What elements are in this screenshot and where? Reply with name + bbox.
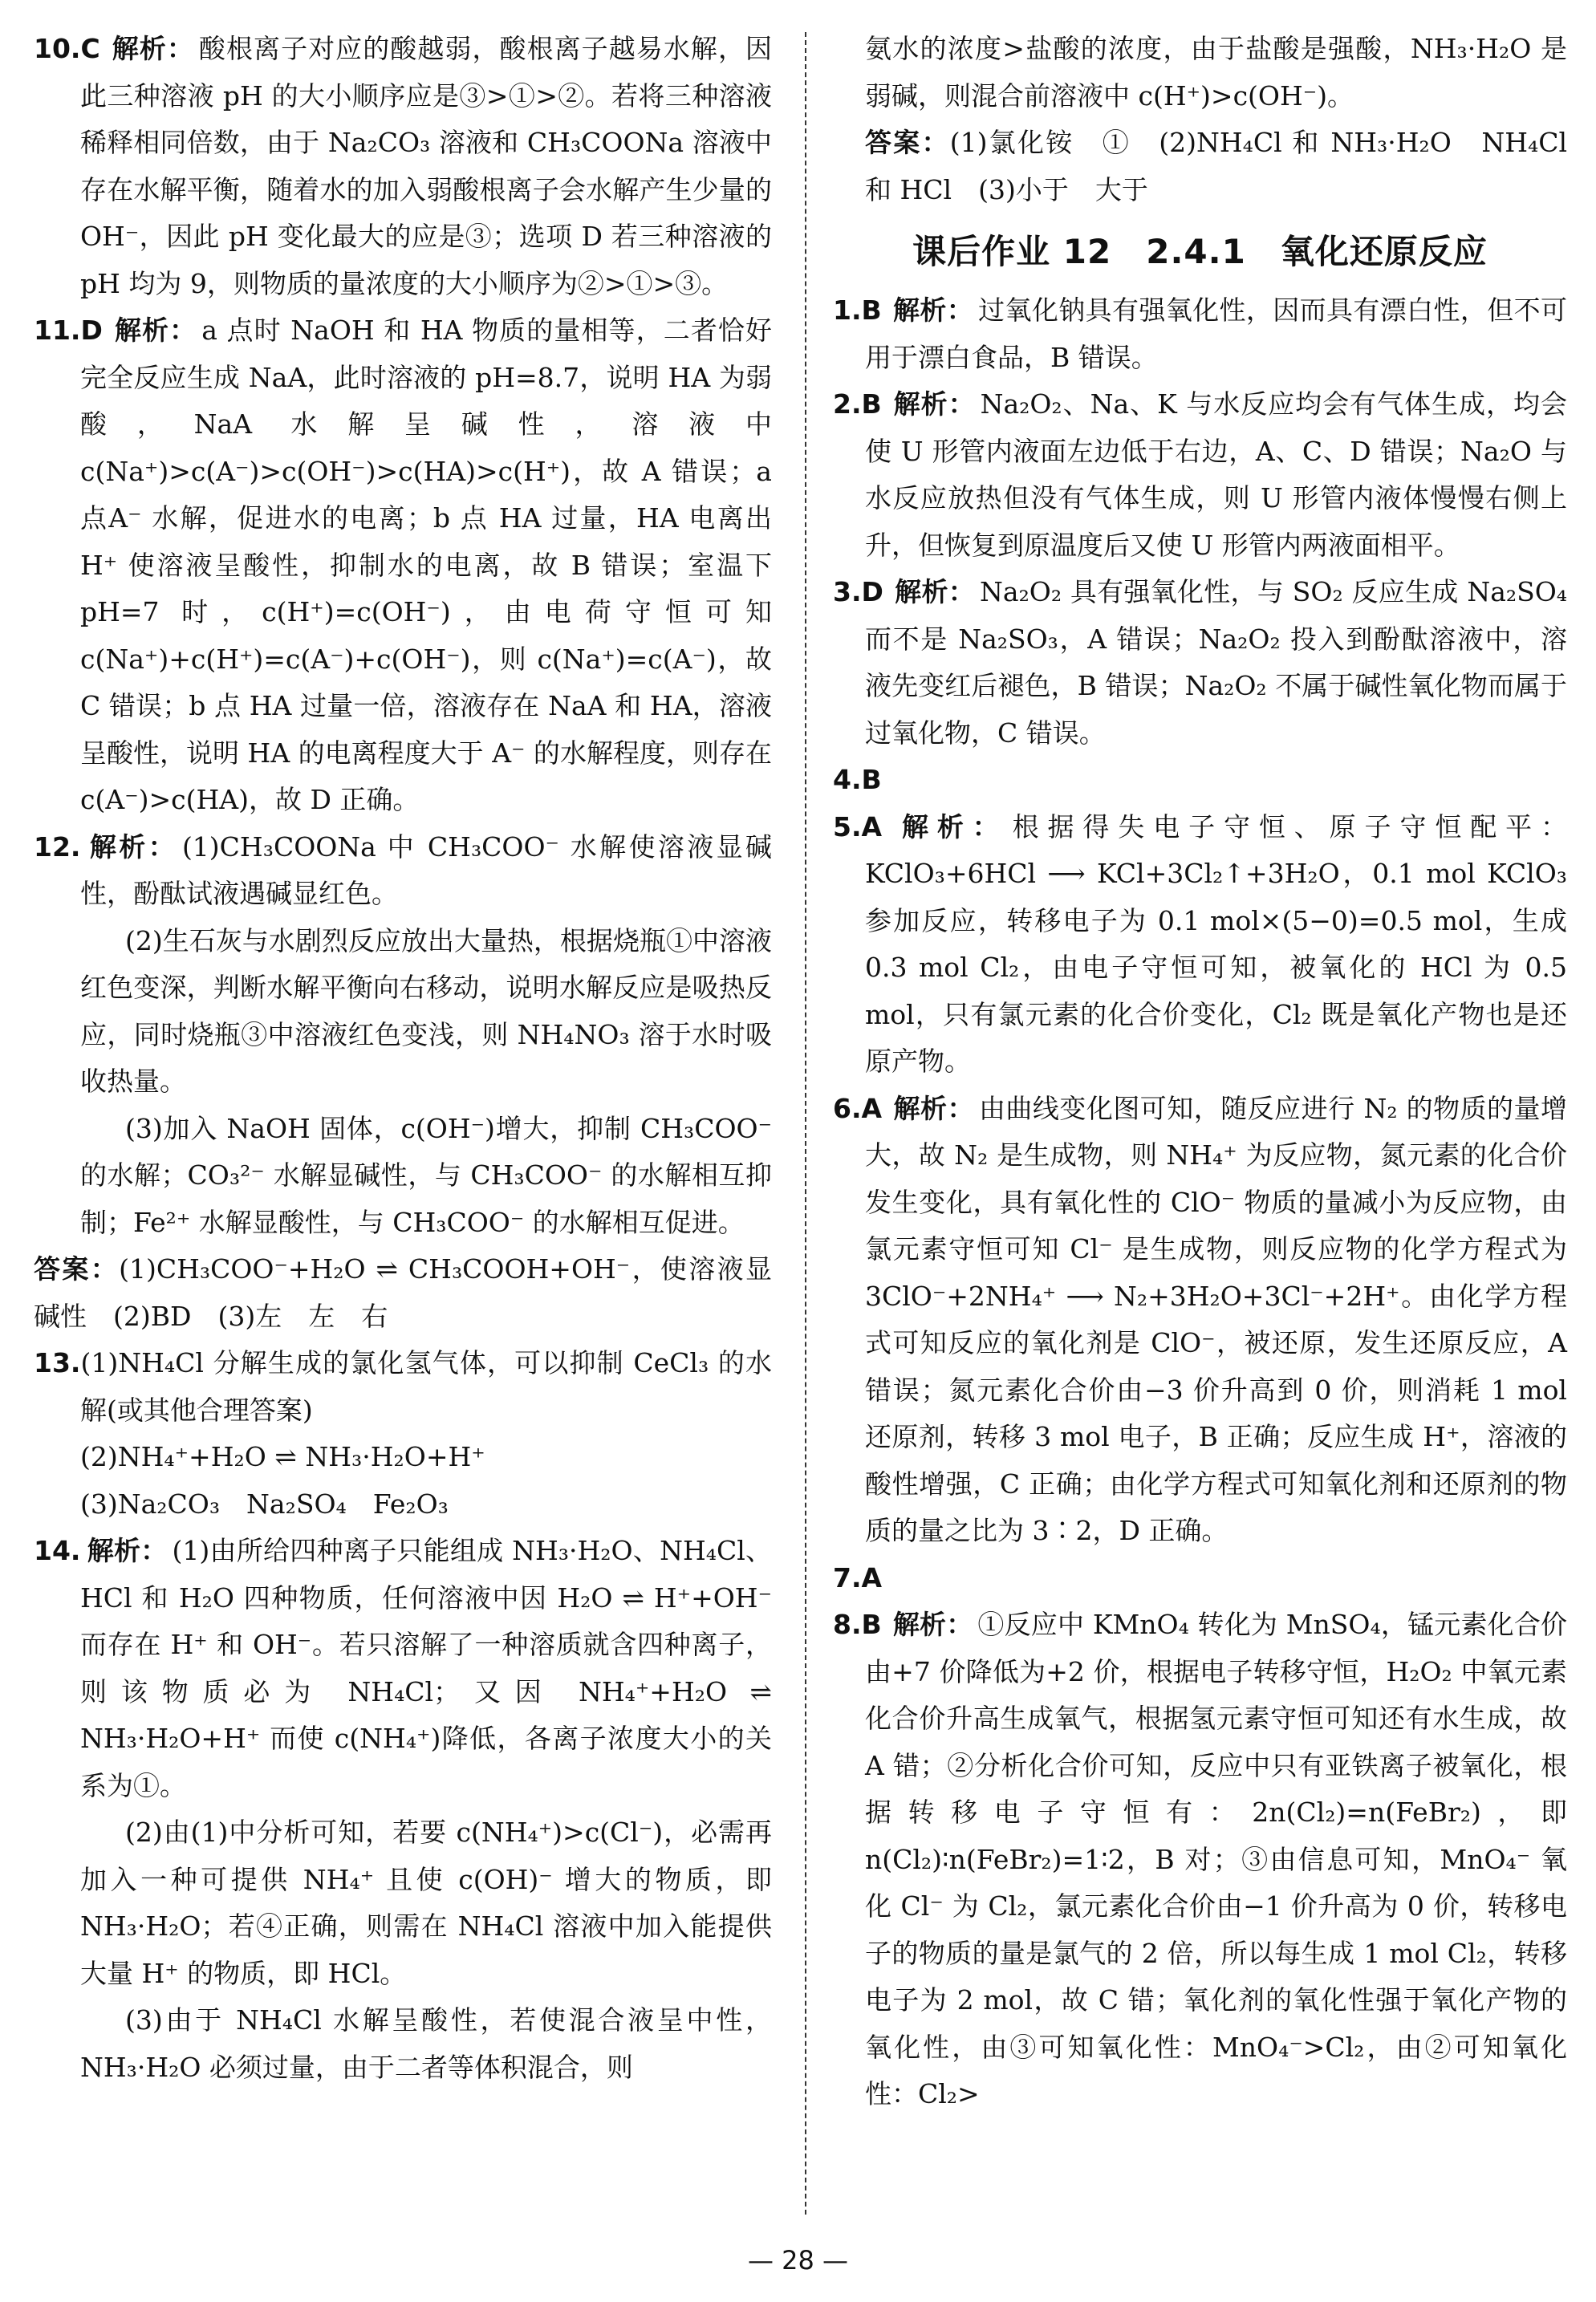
analysis-label: 解析： (894, 576, 976, 607)
answer-text: (1)氯化铵 ① (2)NH₄Cl 和 NH₃·H₂O NH₄Cl 和 HCl (3)小于 大于 (865, 127, 1567, 205)
analysis-label: 解析： (893, 1092, 974, 1124)
analysis-paragraph-3: (3)加入 NaOH 固体，c(OH⁻)增大，抑制 CH₃COO⁻ 的水解；CO₃²⁻ 水解显碱性，与 CH₃COO⁻ 的水解相互抑制；Fe²⁺ 水解显酸性，与 CH₃COO⁻ 的水解相互促进。 (80, 1112, 772, 1238)
left-column (34, 26, 772, 2091)
answer-choice: B (861, 1609, 882, 1640)
question-12 (34, 824, 772, 918)
analysis-label: 解析： (113, 315, 197, 346)
question-1 (833, 287, 1567, 381)
question-14 (34, 1528, 772, 1809)
analysis-label: 解析： (87, 1535, 168, 1566)
question-number: 1. (833, 294, 862, 326)
analysis-label: 解析： (87, 830, 177, 863)
analysis-paragraph-3: (3)由于 NH₄Cl 水解呈酸性，若使混合液呈中性，NH₃·H₂O 必须过量，由于二者等体积混合，则 (80, 2004, 772, 2083)
question-number: 11. (34, 315, 81, 346)
answer-choice: C (80, 33, 100, 64)
question-4 (833, 757, 1567, 804)
column-divider (805, 32, 806, 2215)
analysis-text: a 点时 NaOH 和 HA 物质的量相等，二者恰好完全反应生成 NaA，此时溶液的 pH=8.7，说明 HA 为弱酸，NaA 水解呈碱性，溶液中 c(Na⁺)>c(A⁻)>c(OH⁻)>c(HA)>c(H⁺)，故 A 错误；a 点A⁻ 水解，促进水的电离；b 点 HA 过量，HA 电离出 H⁺ 使溶液呈酸性，抑制水的电离，故 B 错误；室温下 pH=7 时，c(H⁺)=c(OH⁻)，由电荷守恒可知 c(Na⁺)+c(H⁺)=c(A⁻)+c(OH⁻)，则 c(Na⁺)=c(A⁻)，故 C 错误；b 点 HA 过量一倍，溶液存在 NaA 和 HA，溶液呈酸性，说明 HA 的电离程度大于 A⁻ 的水解程度，则存在 c(A⁻)>c(HA)，故 D 正确。 (80, 315, 773, 815)
answer-choice: A (861, 1561, 883, 1594)
question-13 (34, 1340, 772, 1434)
analysis-label: 解析： (111, 33, 194, 64)
question-number: 6. (833, 1092, 862, 1124)
answer-label: 答案： (34, 1253, 120, 1285)
analysis-text: 由曲线变化图可知，随反应进行 N₂ 的物质的量增大，故 N₂ 是生成物，则 NH₄⁺ 为反应物，氮元素的化合价发生变化，具有氧化性的 ClO⁻ 物质的量减小为反应物，由氯元素守恒可知 Cl⁻ 是生成物，则反应物的化学方程式为 3ClO⁻+2NH₄⁺ ⟶ N₂+3H₂O+3Cl⁻+2H⁺。由化学方程式可知反应的氧化剂是 ClO⁻，被还原，发生还原反应，A 错误；氮元素化合价由−3 价升高到 0 价，则消耗 1 mol 还原剂，转移 3 mol 电子，B 正确；反应生成 H⁺，溶液的酸性增强，C 正确；由化学方程式可知氧化剂和还原剂的物质的量之比为 3∶2，D 正确。 (865, 1092, 1567, 1546)
answer-choice: B (861, 764, 882, 795)
analysis-text: 根据得失电子守恒、原子守恒配平：KClO₃+6HCl ⟶ KCl+3Cl₂↑+3H₂O，0.1 mol KClO₃ 参加反应，转移电子为 0.1 mol×(5−0)=0.5 mol，生成 0.3 mol Cl₂，由电子守恒可知，被氧化的 HCl 为 0.5 mol，只有氯元素的化合价变化，Cl₂ 既是氧化产物也是还原产物。 (865, 810, 1568, 1077)
question-5 (833, 804, 1567, 1086)
answer-text: (1)CH₃COO⁻+H₂O ⇌ CH₃COOH+OH⁻，使溶液显碱性 (2)BD (3)左 左 右 (34, 1253, 772, 1332)
answer-choice: D (80, 315, 103, 346)
answer-choice: B (861, 388, 882, 420)
question-number: 10. (34, 33, 81, 64)
page-number: — 28 — (747, 2245, 849, 2276)
analysis-paragraph-1: (1)CH₃COONa 中 CH₃COO⁻ 水解使溶液显碱性，酚酞试液遇碱显红色。 (80, 830, 772, 909)
analysis-text: 酸根离子对应的酸越弱，酸根离子越易水解，因此三种溶液 pH 的大小顺序应是③>①>②。若将三种溶液稀释相同倍数，由于 Na₂CO₃ 溶液和 CH₃COONa 溶液中存在水解平衡，随着水的加入弱酸根离子会水解产生少量的 OH⁻，因此 pH 变化最大的应是③；选项 D 若三种溶液的 pH 均为 9，则物质的量浓度的大小顺序为②>①>③。 (80, 33, 772, 299)
analysis-paragraph-1: (1)由所给四种离子只能组成 NH₃·H₂O、NH₄Cl、HCl 和 H₂O 四种物质，任何溶液中因 H₂O ⇌ H⁺+OH⁻ 而存在 H⁺ 和 OH⁻。若只溶解了一种溶质就含四种离子，则该物质必为 NH₄Cl；又因 NH₄⁺+H₂O ⇌ NH₃·H₂O+H⁺ 而使 c(NH₄⁺)降低，各离子浓度大小的关系为①。 (80, 1535, 773, 1801)
answer-choice: A (861, 810, 883, 842)
question-2 (833, 381, 1567, 569)
answer-line-2: (2)NH₄⁺+H₂O ⇌ NH₃·H₂O+H⁺ (80, 1441, 485, 1472)
question-number: 4. (833, 764, 862, 795)
analysis-label: 解析： (892, 294, 974, 326)
analysis-text: 过氧化钠具有强氧化性，因而具有漂白性，但不可用于漂白食品，B 错误。 (865, 294, 1568, 373)
analysis-text: Na₂O₂、Na、K 与水反应均会有气体生成，均会使 U 形管内液面左边低于右边，A、C、D 错误；Na₂O 与水反应放热但没有气体生成，则 U 形管内液体慢慢右侧上升，但恢复到原温度后又使 U 形管内两液面相平。 (865, 388, 1568, 561)
section-heading: 课后作业 12 2.4.1 氧化还原反应 (912, 232, 1488, 271)
analysis-text: Na₂O₂ 具有强氧化性，与 SO₂ 反应生成 Na₂SO₄ 而不是 Na₂SO₃，A 错误；Na₂O₂ 投入到酚酞溶液中，溶液先变红后褪色，B 错误；Na₂O₂ 不属于碱性氧化物而属于过氧化物，C 错误。 (865, 576, 1567, 749)
question-number: 13. (34, 1347, 81, 1378)
analysis-paragraph-2: (2)生石灰与水剧烈反应放出大量热，根据烧瓶①中溶液红色变深，判断水解平衡向右移动，说明水解反应是吸热反应，同时烧瓶③中溶液红色变浅，则 NH₄NO₃ 溶于水时吸收热量。 (80, 924, 772, 1097)
answer-line-3: (3)Na₂CO₃ Na₂SO₄ Fe₂O₃ (80, 1488, 449, 1520)
question-3 (833, 569, 1567, 757)
answer-choice: A (861, 1092, 883, 1124)
analysis-label: 解析： (892, 388, 976, 420)
answer-label: 答案： (865, 127, 950, 158)
analysis-label: 解析： (892, 1609, 973, 1640)
question-number: 12. (34, 830, 81, 863)
question-number: 7. (833, 1561, 862, 1594)
continued-analysis: 氨水的浓度>盐酸的浓度，由于盐酸是强酸，NH₃·H₂O 是弱碱，则混合前溶液中 c(H⁺)>c(OH⁻)。 (865, 33, 1567, 112)
question-8 (833, 1602, 1567, 2118)
answer-block (34, 1246, 772, 1340)
analysis-label: 解析： (893, 810, 1008, 842)
question-6 (833, 1086, 1567, 1555)
question-number: 8. (833, 1609, 862, 1640)
analysis-text: ①反应中 KMnO₄ 转化为 MnSO₄，锰元素化合价由+7 价降低为+2 价，根据电子转移守恒，H₂O₂ 中氧元素化合价升高生成氧气，根据氢元素守恒可知还有水生成，故 A 错；②分析化合价可知，反应中只有亚铁离子被氧化，根据转移电子守恒有：2n(Cl₂)=n(FeBr₂)，即 n(Cl₂)∶n(FeBr₂)=1∶2，B 对；③由信息可知，MnO₄⁻ 氧化 Cl⁻ 为 Cl₂，氯元素化合价由−1 价升高为 0 价，转移电子的物质的量是氯气的 2 倍，所以每生成 1 mol Cl₂，转移电子为 2 mol，故 C 错；氧化剂的氧化性强于氧化产物的氧化性，由③可知氧化性：MnO₄⁻>Cl₂，由②可知氧化性：Cl₂> (865, 1609, 1568, 2109)
question-11 (34, 307, 772, 824)
answer-choice: D (861, 576, 883, 607)
question-number: 5. (833, 810, 862, 842)
question-number: 2. (833, 388, 862, 420)
right-column (833, 26, 1567, 2118)
answer-line-1: (1)NH₄Cl 分解生成的氯化氢气体，可以抑制 CeCl₃ 的水解(或其他合理答案) (80, 1347, 772, 1426)
answer-block (833, 120, 1567, 213)
answer-choice: B (861, 294, 882, 326)
analysis-paragraph-2: (2)由(1)中分析可知，若要 c(NH₄⁺)>c(Cl⁻)，必需再加入一种可提供 NH₄⁺ 且使 c(OH)⁻ 增大的物质，即 NH₃·H₂O；若④正确，则需在 NH₄Cl 溶液中加入能提供大量 H⁺ 的物质，即 HCl。 (80, 1817, 772, 1989)
question-number: 14. (34, 1535, 81, 1566)
question-number: 3. (833, 576, 862, 607)
question-7 (833, 1555, 1567, 1602)
question-10 (34, 26, 772, 307)
